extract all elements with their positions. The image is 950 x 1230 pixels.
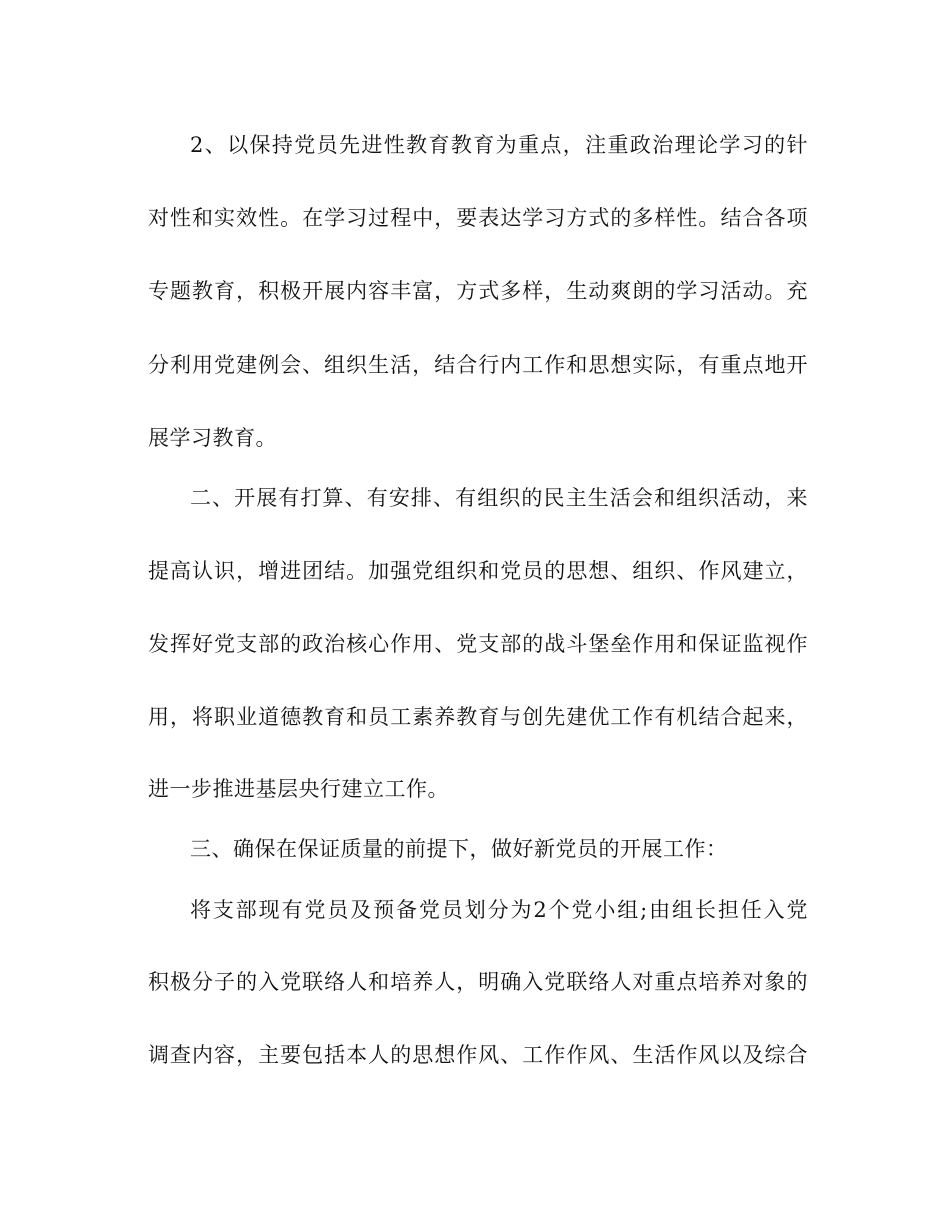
paragraph-line: 分利用党建例会、组织生活，结合行内工作和思想实际，有重点地开 bbox=[148, 353, 808, 377]
paragraph-line: 积极分子的入党联络人和培养人，明确入党联络人对重点培养对象的 bbox=[148, 970, 808, 994]
paragraph-line: 三、确保在保证质量的前提下，做好新党员的开展工作： bbox=[190, 837, 728, 861]
paragraph-line: 二、开展有打算、有安排、有组织的民主生活会和组织活动，来 bbox=[190, 486, 808, 510]
paragraph-line: 提高认识，增进团结。加强党组织和党员的思想、组织、作风建立， bbox=[148, 559, 808, 583]
paragraph-line: 专题教育，积极开展内容丰富，方式多样，生动爽朗的学习活动。充 bbox=[148, 279, 808, 303]
paragraph-line: 2、以保持党员先进性教育教育为重点，注重政治理论学习的针 bbox=[190, 133, 808, 157]
paragraph-line: 发挥好党支部的政治核心作用、党支部的战斗堡垒作用和保证监视作 bbox=[148, 632, 808, 656]
paragraph-line: 将支部现有党员及预备党员划分为2个党小组;由组长担任入党 bbox=[190, 898, 808, 922]
paragraph-line: 对性和实效性。在学习过程中，要表达学习方式的多样性。结合各项 bbox=[148, 206, 808, 230]
paragraph-line: 用，将职业道德教育和员工素养教育与创先建优工作有机结合起来， bbox=[148, 705, 808, 729]
paragraph-line: 展学习教育。 bbox=[148, 426, 277, 450]
paragraph-line: 调查内容，主要包括本人的思想作风、工作作风、生活作风以及综合 bbox=[148, 1043, 808, 1067]
paragraph-line: 进一步推进基层央行建立工作。 bbox=[148, 777, 449, 801]
